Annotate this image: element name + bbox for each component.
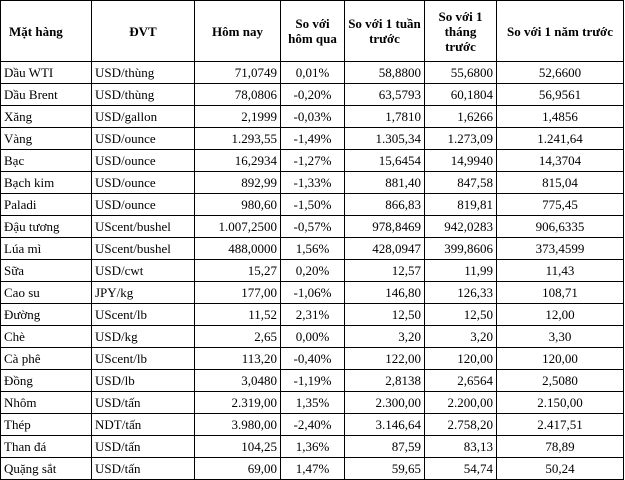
cell-vs-month: 847,58 — [425, 172, 497, 194]
cell-vs-yesterday: -1,19% — [281, 370, 345, 392]
cell-today: 2.319,00 — [195, 392, 281, 414]
cell-item: Vàng — [1, 128, 92, 150]
cell-vs-year: 108,71 — [497, 282, 624, 304]
cell-today: 104,25 — [195, 436, 281, 458]
cell-vs-week: 978,8469 — [345, 216, 425, 238]
table-row — [1, 194, 624, 216]
cell-today: 177,00 — [195, 282, 281, 304]
cell-today: 892,99 — [195, 172, 281, 194]
table-row — [1, 392, 624, 414]
cell-vs-month: 126,33 — [425, 282, 497, 304]
cell-unit: USD/kg — [92, 326, 195, 348]
cell-today: 16,2934 — [195, 150, 281, 172]
cell-vs-year: 1,4856 — [497, 106, 624, 128]
cell-vs-month: 942,0283 — [425, 216, 497, 238]
table-row — [1, 348, 624, 370]
cell-vs-year: 50,24 — [497, 458, 624, 480]
cell-today: 2,65 — [195, 326, 281, 348]
cell-unit: UScent/lb — [92, 304, 195, 326]
cell-item: Bạch kim — [1, 172, 92, 194]
cell-vs-yesterday: -0,40% — [281, 348, 345, 370]
cell-vs-week: 59,65 — [345, 458, 425, 480]
cell-today: 3,0480 — [195, 370, 281, 392]
cell-vs-year: 2,5080 — [497, 370, 624, 392]
table-row — [1, 128, 624, 150]
header-vs-yesterday: So với hôm qua — [281, 1, 345, 62]
cell-vs-month: 55,6800 — [425, 62, 497, 84]
cell-vs-year: 56,9561 — [497, 84, 624, 106]
header-vs-month: So với 1 tháng trước — [425, 1, 497, 62]
cell-vs-yesterday: -2,40% — [281, 414, 345, 436]
cell-vs-week: 1.305,34 — [345, 128, 425, 150]
cell-vs-week: 428,0947 — [345, 238, 425, 260]
cell-unit: USD/tấn — [92, 458, 195, 480]
cell-vs-week: 122,00 — [345, 348, 425, 370]
cell-vs-week: 12,57 — [345, 260, 425, 282]
cell-item: Paladi — [1, 194, 92, 216]
table-row — [1, 414, 624, 436]
cell-vs-week: 146,80 — [345, 282, 425, 304]
cell-vs-month: 60,1804 — [425, 84, 497, 106]
cell-item: Sữa — [1, 260, 92, 282]
cell-vs-year: 78,89 — [497, 436, 624, 458]
cell-vs-year: 11,43 — [497, 260, 624, 282]
cell-unit: USD/tấn — [92, 436, 195, 458]
header-unit: ĐVT — [92, 1, 195, 62]
cell-unit: USD/lb — [92, 370, 195, 392]
cell-today: 78,0806 — [195, 84, 281, 106]
cell-unit: NDT/tấn — [92, 414, 195, 436]
cell-item: Nhôm — [1, 392, 92, 414]
cell-unit: UScent/bushel — [92, 238, 195, 260]
cell-vs-year: 775,45 — [497, 194, 624, 216]
cell-vs-month: 83,13 — [425, 436, 497, 458]
cell-vs-year: 906,6335 — [497, 216, 624, 238]
table-row — [1, 172, 624, 194]
cell-vs-month: 1,6266 — [425, 106, 497, 128]
cell-vs-yesterday: -1,50% — [281, 194, 345, 216]
cell-unit: USD/thùng — [92, 62, 195, 84]
table-row — [1, 436, 624, 458]
cell-item: Đường — [1, 304, 92, 326]
cell-today: 2,1999 — [195, 106, 281, 128]
cell-vs-year: 815,04 — [497, 172, 624, 194]
cell-vs-yesterday: 1,35% — [281, 392, 345, 414]
cell-vs-week: 3,20 — [345, 326, 425, 348]
cell-vs-week: 15,6454 — [345, 150, 425, 172]
cell-item: Cà phê — [1, 348, 92, 370]
cell-vs-yesterday: -0,20% — [281, 84, 345, 106]
cell-vs-week: 881,40 — [345, 172, 425, 194]
cell-vs-week: 87,59 — [345, 436, 425, 458]
header-today: Hôm nay — [195, 1, 281, 62]
cell-vs-month: 2,6564 — [425, 370, 497, 392]
cell-vs-month: 2.758,20 — [425, 414, 497, 436]
cell-vs-month: 1.273,09 — [425, 128, 497, 150]
cell-item: Xăng — [1, 106, 92, 128]
cell-vs-yesterday: 1,47% — [281, 458, 345, 480]
table-row — [1, 458, 624, 480]
cell-unit: JPY/kg — [92, 282, 195, 304]
cell-vs-yesterday: -1,06% — [281, 282, 345, 304]
cell-item: Dầu Brent — [1, 84, 92, 106]
cell-vs-year: 12,00 — [497, 304, 624, 326]
table-row — [1, 260, 624, 282]
cell-item: Quặng sắt — [1, 458, 92, 480]
table-row — [1, 84, 624, 106]
table-row — [1, 282, 624, 304]
cell-unit: USD/cwt — [92, 260, 195, 282]
cell-vs-month: 3,20 — [425, 326, 497, 348]
cell-unit: UScent/lb — [92, 348, 195, 370]
cell-item: Chè — [1, 326, 92, 348]
cell-today: 1.007,2500 — [195, 216, 281, 238]
cell-vs-week: 63,5793 — [345, 84, 425, 106]
header-vs-week: So với 1 tuần trước — [345, 1, 425, 62]
header-row — [1, 1, 624, 62]
cell-item: Bạc — [1, 150, 92, 172]
cell-vs-month: 120,00 — [425, 348, 497, 370]
cell-unit: UScent/bushel — [92, 216, 195, 238]
cell-unit: USD/ounce — [92, 172, 195, 194]
cell-item: Đồng — [1, 370, 92, 392]
cell-vs-yesterday: 0,00% — [281, 326, 345, 348]
cell-vs-month: 12,50 — [425, 304, 497, 326]
table-row — [1, 238, 624, 260]
cell-item: Than đá — [1, 436, 92, 458]
cell-unit: USD/thùng — [92, 84, 195, 106]
cell-vs-yesterday: 0,20% — [281, 260, 345, 282]
cell-unit: USD/ounce — [92, 128, 195, 150]
cell-today: 11,52 — [195, 304, 281, 326]
cell-vs-month: 2.200,00 — [425, 392, 497, 414]
header-item: Mặt hàng — [1, 1, 92, 62]
table-row — [1, 62, 624, 84]
cell-vs-week: 2,8138 — [345, 370, 425, 392]
cell-vs-year: 3,30 — [497, 326, 624, 348]
cell-vs-month: 819,81 — [425, 194, 497, 216]
cell-vs-month: 11,99 — [425, 260, 497, 282]
cell-today: 3.980,00 — [195, 414, 281, 436]
table-row — [1, 106, 624, 128]
cell-vs-week: 58,8800 — [345, 62, 425, 84]
cell-vs-year: 52,6600 — [497, 62, 624, 84]
cell-today: 488,0000 — [195, 238, 281, 260]
cell-item: Dầu WTI — [1, 62, 92, 84]
cell-vs-yesterday: -1,33% — [281, 172, 345, 194]
cell-vs-week: 866,83 — [345, 194, 425, 216]
cell-vs-week: 2.300,00 — [345, 392, 425, 414]
table-row — [1, 150, 624, 172]
table-row — [1, 370, 624, 392]
cell-vs-yesterday: 1,36% — [281, 436, 345, 458]
cell-vs-yesterday: -1,49% — [281, 128, 345, 150]
table-body — [1, 62, 624, 480]
cell-today: 980,60 — [195, 194, 281, 216]
header-vs-year: So với 1 năm trước — [497, 1, 624, 62]
cell-item: Cao su — [1, 282, 92, 304]
cell-today: 15,27 — [195, 260, 281, 282]
cell-vs-month: 14,9940 — [425, 150, 497, 172]
cell-item: Thép — [1, 414, 92, 436]
table-row — [1, 326, 624, 348]
cell-item: Lúa mì — [1, 238, 92, 260]
cell-vs-year: 1.241,64 — [497, 128, 624, 150]
cell-vs-week: 12,50 — [345, 304, 425, 326]
cell-vs-yesterday: 0,01% — [281, 62, 345, 84]
cell-vs-yesterday: -0,03% — [281, 106, 345, 128]
cell-unit: USD/tấn — [92, 392, 195, 414]
cell-vs-year: 373,4599 — [497, 238, 624, 260]
cell-vs-month: 399,8606 — [425, 238, 497, 260]
table-row — [1, 304, 624, 326]
cell-today: 113,20 — [195, 348, 281, 370]
cell-vs-year: 2.150,00 — [497, 392, 624, 414]
cell-vs-month: 54,74 — [425, 458, 497, 480]
cell-vs-yesterday: -1,27% — [281, 150, 345, 172]
cell-unit: USD/gallon — [92, 106, 195, 128]
cell-today: 1.293,55 — [195, 128, 281, 150]
cell-vs-year: 2.417,51 — [497, 414, 624, 436]
cell-vs-yesterday: -0,57% — [281, 216, 345, 238]
cell-vs-yesterday: 1,56% — [281, 238, 345, 260]
cell-item: Đậu tương — [1, 216, 92, 238]
cell-unit: USD/ounce — [92, 194, 195, 216]
cell-today: 71,0749 — [195, 62, 281, 84]
cell-today: 69,00 — [195, 458, 281, 480]
cell-unit: USD/ounce — [92, 150, 195, 172]
table-row — [1, 216, 624, 238]
cell-vs-yesterday: 2,31% — [281, 304, 345, 326]
cell-vs-week: 3.146,64 — [345, 414, 425, 436]
cell-vs-year: 14,3704 — [497, 150, 624, 172]
cell-vs-week: 1,7810 — [345, 106, 425, 128]
cell-vs-year: 120,00 — [497, 348, 624, 370]
